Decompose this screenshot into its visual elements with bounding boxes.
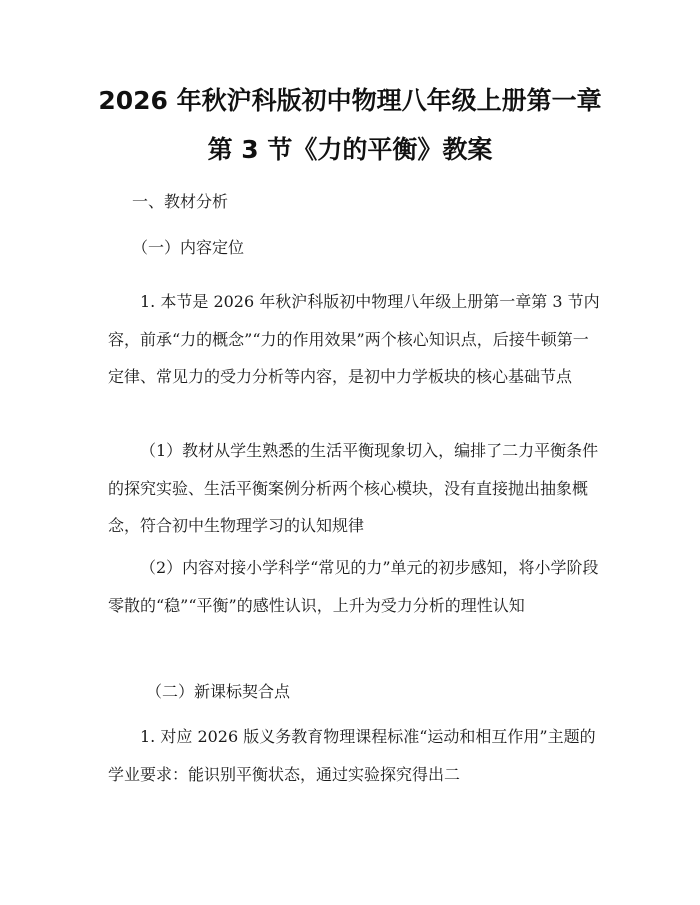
subsection-heading-content-positioning: （一）内容定位 [132,238,245,257]
document-title-line-1: 2026 年秋沪科版初中物理八年级上册第一章 [98,86,602,115]
section-heading: 一、教材分析 [132,192,229,211]
paragraph: （1）教材从学生熟悉的生活平衡现象切入，编排了二力平衡条件的探究实验、生活平衡案例分析两个核心模块，没有直接抛出抽象概念，符合初中生物理学习的认知规律 [108,441,599,535]
paragraph: 1. 对应 2026 版义务教育物理课程标准“运动和相互作用”主题的学业要求：能识别平衡状态，通过实验探究得出二 [108,727,596,784]
paragraph: （2）内容对接小学科学“常见的力”单元的初步感知，将小学阶段零散的“稳”“平衡”的感性认识，上升为受力分析的理性认知 [108,558,599,615]
document-title-line-2: 第 3 节《力的平衡》教案 [207,135,493,164]
subsection-heading-curriculum-fit: （二）新课标契合点 [146,682,291,701]
paragraph: 1. 本节是 2026 年秋沪科版初中物理八年级上册第一章第 3 节内容，前承“力的概念”“力的作用效果”两个核心知识点，后接牛顿第一定律、常见力的受力分析等内容，是初中力学板块的核心基础节点 [108,292,600,386]
